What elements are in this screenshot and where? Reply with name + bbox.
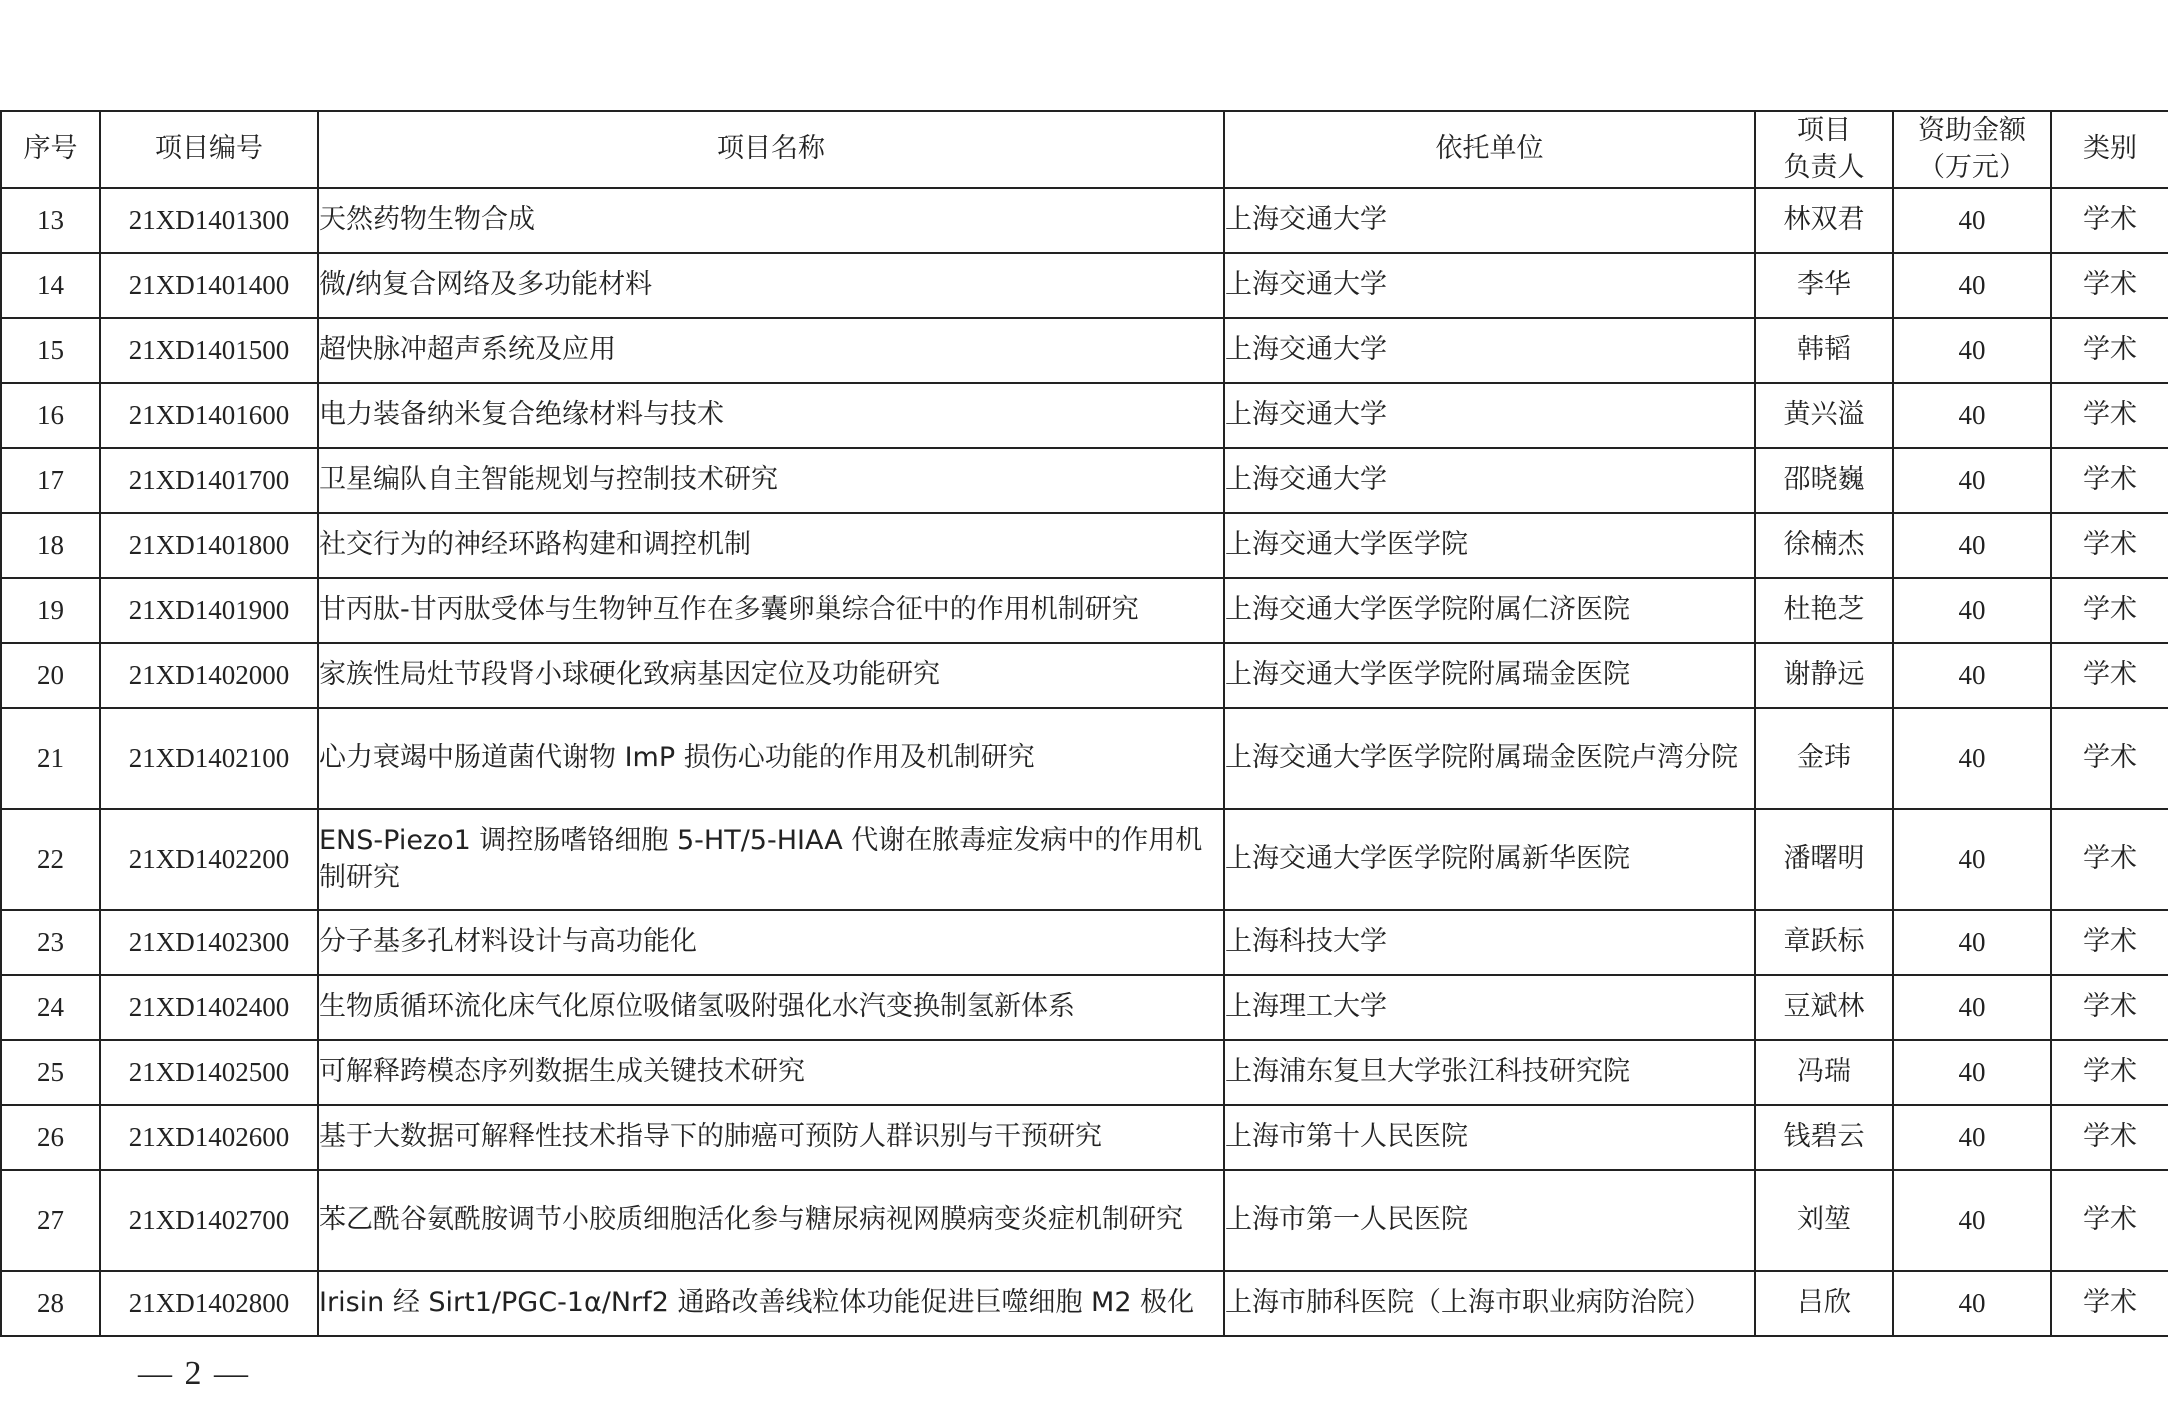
cell-amount: 40	[1893, 318, 2051, 383]
cell-amount: 40	[1893, 513, 2051, 578]
cell-seq: 13	[1, 188, 100, 253]
cell-lead: 韩韬	[1755, 318, 1893, 383]
cell-name: 天然药物生物合成	[318, 188, 1224, 253]
cell-seq: 24	[1, 975, 100, 1040]
cell-unit: 上海市第十人民医院	[1224, 1105, 1755, 1170]
cell-name: 社交行为的神经环路构建和调控机制	[318, 513, 1224, 578]
table-row	[1, 809, 2168, 910]
page-number: — 2 —	[138, 1355, 250, 1392]
cell-code: 21XD1402500	[100, 1040, 318, 1105]
table-row	[1, 513, 2168, 578]
cell-code: 21XD1402000	[100, 643, 318, 708]
cell-code: 21XD1401900	[100, 578, 318, 643]
table-row	[1, 708, 2168, 809]
cell-seq: 19	[1, 578, 100, 643]
table-row	[1, 578, 2168, 643]
table-row	[1, 253, 2168, 318]
cell-amount: 40	[1893, 1271, 2051, 1336]
cell-seq: 16	[1, 383, 100, 448]
cell-amount: 40	[1893, 1040, 2051, 1105]
cell-code: 21XD1401400	[100, 253, 318, 318]
cell-type: 学术	[2051, 975, 2168, 1040]
cell-type: 学术	[2051, 188, 2168, 253]
cell-type: 学术	[2051, 253, 2168, 318]
cell-code: 21XD1402700	[100, 1170, 318, 1271]
cell-unit: 上海交通大学	[1224, 318, 1755, 383]
cell-name: 分子基多孔材料设计与高功能化	[318, 910, 1224, 975]
cell-lead: 邵晓巍	[1755, 448, 1893, 513]
cell-type: 学术	[2051, 448, 2168, 513]
cell-type: 学术	[2051, 318, 2168, 383]
cell-code: 21XD1401300	[100, 188, 318, 253]
cell-name: 基于大数据可解释性技术指导下的肺癌可预防人群识别与干预研究	[318, 1105, 1224, 1170]
cell-type: 学术	[2051, 643, 2168, 708]
cell-unit: 上海交通大学	[1224, 448, 1755, 513]
cell-type: 学术	[2051, 708, 2168, 809]
cell-amount: 40	[1893, 1170, 2051, 1271]
cell-lead: 金玮	[1755, 708, 1893, 809]
cell-amount: 40	[1893, 708, 2051, 809]
cell-unit: 上海交通大学医学院附属瑞金医院	[1224, 643, 1755, 708]
table-row	[1, 975, 2168, 1040]
cell-seq: 26	[1, 1105, 100, 1170]
cell-type: 学术	[2051, 513, 2168, 578]
cell-lead: 钱碧云	[1755, 1105, 1893, 1170]
cell-seq: 23	[1, 910, 100, 975]
cell-unit: 上海科技大学	[1224, 910, 1755, 975]
table-row	[1, 1271, 2168, 1336]
cell-seq: 21	[1, 708, 100, 809]
cell-lead: 李华	[1755, 253, 1893, 318]
cell-lead: 章跃标	[1755, 910, 1893, 975]
cell-type: 学术	[2051, 1105, 2168, 1170]
cell-lead: 徐楠杰	[1755, 513, 1893, 578]
cell-code: 21XD1402600	[100, 1105, 318, 1170]
cell-unit: 上海交通大学医学院附属仁济医院	[1224, 578, 1755, 643]
cell-name: 苯乙酰谷氨酰胺调节小胶质细胞活化参与糖尿病视网膜病变炎症机制研究	[318, 1170, 1224, 1271]
table-row	[1, 448, 2168, 513]
cell-amount: 40	[1893, 383, 2051, 448]
cell-name: 超快脉冲超声系统及应用	[318, 318, 1224, 383]
table-row	[1, 318, 2168, 383]
cell-seq: 27	[1, 1170, 100, 1271]
header-type: 类别	[2051, 111, 2168, 188]
cell-type: 学术	[2051, 578, 2168, 643]
cell-lead: 刘堃	[1755, 1170, 1893, 1271]
table-row	[1, 383, 2168, 448]
header-unit: 依托单位	[1224, 111, 1755, 188]
header-lead-line2: 负责人	[1783, 151, 1865, 183]
cell-code: 21XD1401600	[100, 383, 318, 448]
cell-seq: 15	[1, 318, 100, 383]
cell-unit: 上海市肺科医院（上海市职业病防治院）	[1224, 1271, 1755, 1336]
cell-amount: 40	[1893, 253, 2051, 318]
table-row	[1, 1105, 2168, 1170]
cell-lead: 谢静远	[1755, 643, 1893, 708]
cell-name: 甘丙肽-甘丙肽受体与生物钟互作在多囊卵巢综合征中的作用机制研究	[318, 578, 1224, 643]
cell-name: 心力衰竭中肠道菌代谢物 ImP 损伤心功能的作用及机制研究	[318, 708, 1224, 809]
cell-lead: 豆斌林	[1755, 975, 1893, 1040]
cell-amount: 40	[1893, 578, 2051, 643]
cell-lead: 冯瑞	[1755, 1040, 1893, 1105]
cell-name: Irisin 经 Sirt1/PGC-1α/Nrf2 通路改善线粒体功能促进巨噬细胞 M2 极化	[318, 1271, 1224, 1336]
cell-seq: 20	[1, 643, 100, 708]
cell-unit: 上海交通大学	[1224, 383, 1755, 448]
table-row	[1, 643, 2168, 708]
cell-amount: 40	[1893, 975, 2051, 1040]
header-seq: 序号	[1, 111, 100, 188]
cell-unit: 上海交通大学医学院	[1224, 513, 1755, 578]
table-row	[1, 1040, 2168, 1105]
cell-name: 电力装备纳米复合绝缘材料与技术	[318, 383, 1224, 448]
cell-type: 学术	[2051, 383, 2168, 448]
cell-lead: 林双君	[1755, 188, 1893, 253]
cell-seq: 17	[1, 448, 100, 513]
header-lead	[1755, 111, 1893, 188]
header-lead-line1: 项目	[1797, 115, 1851, 147]
header-amount	[1893, 111, 2051, 188]
cell-seq: 18	[1, 513, 100, 578]
cell-code: 21XD1402400	[100, 975, 318, 1040]
cell-name: 微/纳复合网络及多功能材料	[318, 253, 1224, 318]
header-code: 项目编号	[100, 111, 318, 188]
cell-unit: 上海浦东复旦大学张江科技研究院	[1224, 1040, 1755, 1105]
cell-seq: 28	[1, 1271, 100, 1336]
cell-code: 21XD1402300	[100, 910, 318, 975]
cell-code: 21XD1402100	[100, 708, 318, 809]
header-row	[1, 111, 2168, 188]
table-row	[1, 1170, 2168, 1271]
cell-type: 学术	[2051, 1271, 2168, 1336]
cell-unit: 上海市第一人民医院	[1224, 1170, 1755, 1271]
cell-code: 21XD1401500	[100, 318, 318, 383]
cell-type: 学术	[2051, 1170, 2168, 1271]
cell-name: 可解释跨模态序列数据生成关键技术研究	[318, 1040, 1224, 1105]
cell-code: 21XD1402800	[100, 1271, 318, 1336]
cell-type: 学术	[2051, 809, 2168, 910]
cell-name: 卫星编队自主智能规划与控制技术研究	[318, 448, 1224, 513]
cell-name: 家族性局灶节段肾小球硬化致病基因定位及功能研究	[318, 643, 1224, 708]
cell-amount: 40	[1893, 643, 2051, 708]
cell-lead: 杜艳芝	[1755, 578, 1893, 643]
cell-lead: 潘曙明	[1755, 809, 1893, 910]
cell-name: ENS-Piezo1 调控肠嗜铬细胞 5-HT/5-HIAA 代谢在脓毒症发病中的作用机制研究	[318, 809, 1224, 910]
cell-seq: 25	[1, 1040, 100, 1105]
cell-amount: 40	[1893, 448, 2051, 513]
cell-unit: 上海交通大学医学院附属新华医院	[1224, 809, 1755, 910]
cell-amount: 40	[1893, 1105, 2051, 1170]
cell-seq: 22	[1, 809, 100, 910]
cell-unit: 上海交通大学	[1224, 253, 1755, 318]
cell-code: 21XD1402200	[100, 809, 318, 910]
table-row	[1, 910, 2168, 975]
cell-unit: 上海交通大学医学院附属瑞金医院卢湾分院	[1224, 708, 1755, 809]
cell-type: 学术	[2051, 910, 2168, 975]
cell-unit: 上海交通大学	[1224, 188, 1755, 253]
cell-seq: 14	[1, 253, 100, 318]
cell-amount: 40	[1893, 188, 2051, 253]
header-name: 项目名称	[318, 111, 1224, 188]
project-table	[0, 110, 2168, 1337]
cell-name: 生物质循环流化床气化原位吸储氢吸附强化水汽变换制氢新体系	[318, 975, 1224, 1040]
table-row	[1, 188, 2168, 253]
cell-code: 21XD1401800	[100, 513, 318, 578]
cell-lead: 吕欣	[1755, 1271, 1893, 1336]
cell-unit: 上海理工大学	[1224, 975, 1755, 1040]
cell-type: 学术	[2051, 1040, 2168, 1105]
cell-lead: 黄兴溢	[1755, 383, 1893, 448]
cell-amount: 40	[1893, 809, 2051, 910]
cell-code: 21XD1401700	[100, 448, 318, 513]
cell-amount: 40	[1893, 910, 2051, 975]
header-amount-line1: 资助金额	[1918, 115, 2026, 147]
header-amount-line2: （万元）	[1918, 151, 2026, 183]
